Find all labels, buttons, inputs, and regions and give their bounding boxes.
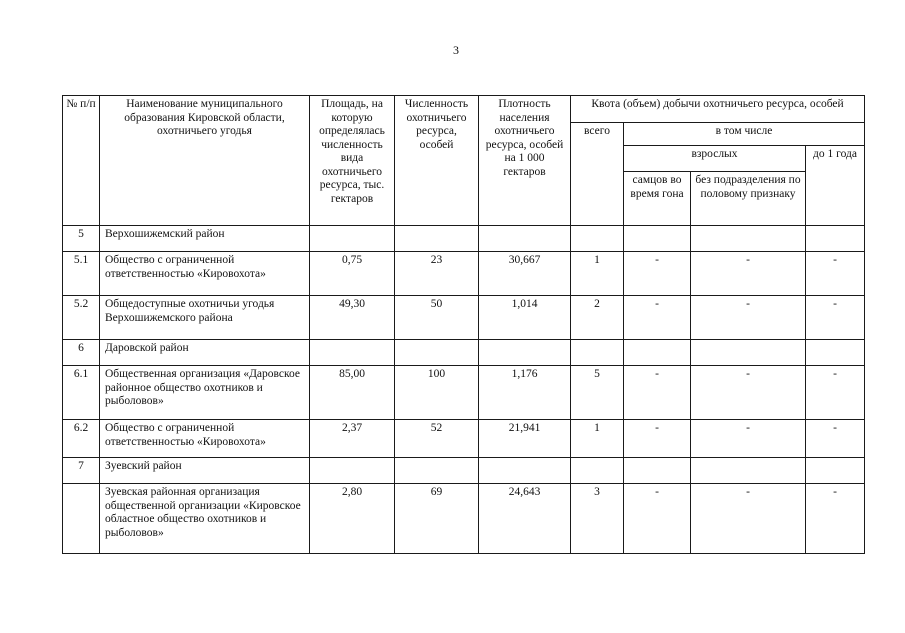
row-num: 6.1 [63,366,100,420]
page-number: 3 [453,43,459,57]
quota-table [62,95,865,554]
header-including: в том числе [624,123,865,146]
row-density: 21,941 [479,420,571,458]
row-under1: - [806,366,865,420]
row-total: 1 [571,420,624,458]
row-density: 1,014 [479,296,571,340]
row-density: 24,643 [479,484,571,554]
header-adults: взрослых [624,146,806,172]
row-count: 69 [395,484,479,554]
row-males: - [624,252,691,296]
row-name: Верхошижемский район [100,226,310,252]
header-area: Площадь, на которую определялась численность вида охотничьего ресурса, тыс. гектаров [310,96,395,226]
row-count: 50 [395,296,479,340]
table-row [63,226,865,252]
row-num: 5 [63,226,100,252]
row-total: 2 [571,296,624,340]
row-under1: - [806,252,865,296]
header-males: самцов во время гона [624,172,691,226]
row-name: Зуевская районная организация общественной организации «Кировское областное общество охотников и рыболовов» [100,484,310,554]
row-nosex: - [691,252,806,296]
row-under1: - [806,484,865,554]
table-row [63,252,865,296]
table-row [63,366,865,420]
header-num: № п/п [63,96,100,226]
header-total: всего [571,123,624,226]
row-nosex: - [691,484,806,554]
row-name: Зуевский район [100,458,310,484]
header-quota: Квота (объем) добычи охотничьего ресурса, особей [571,96,865,123]
table-body [63,226,865,554]
row-males: - [624,296,691,340]
row-total: 3 [571,484,624,554]
row-name: Общественная организация «Даровское районное общество охотников и рыболовов» [100,366,310,420]
row-density: 30,667 [479,252,571,296]
header-density: Плотность населения охотничьего ресурса, особей на 1 000 гектаров [479,96,571,226]
row-name: Общество с ограниченной ответственностью «Кировохота» [100,252,310,296]
header-nosex: без подразделения по половому признаку [691,172,806,226]
row-area: 49,30 [310,296,395,340]
row-num: 5.2 [63,296,100,340]
row-total: 5 [571,366,624,420]
row-num: 7 [63,458,100,484]
row-area: 2,80 [310,484,395,554]
row-count: 23 [395,252,479,296]
table-row [63,340,865,366]
row-area: 85,00 [310,366,395,420]
row-count: 100 [395,366,479,420]
row-males: - [624,366,691,420]
header-count: Численность охотничьего ресурса, особей [395,96,479,226]
row-nosex: - [691,420,806,458]
header-name: Наименование муниципального образования Кировской области, охотничьего угодья [100,96,310,226]
table-row [63,458,865,484]
table-row [63,296,865,340]
row-num [63,484,100,554]
quota-table-wrapper [62,95,865,554]
row-males: - [624,420,691,458]
row-nosex: - [691,296,806,340]
row-count: 52 [395,420,479,458]
row-name: Общедоступные охотничьи угодья Верхошижемского района [100,296,310,340]
table-row [63,484,865,554]
row-name: Даровской район [100,340,310,366]
table-header [63,96,865,226]
table-row [63,420,865,458]
row-under1: - [806,420,865,458]
row-nosex: - [691,366,806,420]
row-density: 1,176 [479,366,571,420]
row-area: 2,37 [310,420,395,458]
header-under1: до 1 года [806,146,865,226]
row-under1: - [806,296,865,340]
row-num: 5.1 [63,252,100,296]
row-num: 6.2 [63,420,100,458]
row-total: 1 [571,252,624,296]
row-males: - [624,484,691,554]
row-area: 0,75 [310,252,395,296]
row-name: Общество с ограниченной ответственностью «Кировохота» [100,420,310,458]
row-num: 6 [63,340,100,366]
